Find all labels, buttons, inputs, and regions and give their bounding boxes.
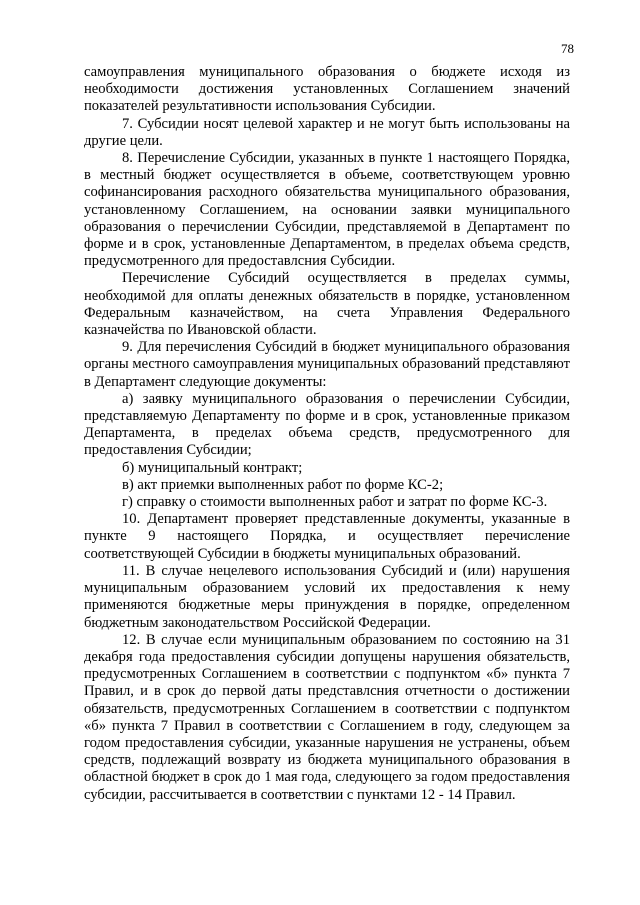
list-item-b: б) муниципальный контракт; [122,459,303,476]
paragraph-continuation: самоуправления муниципального образования о бюджете исходя из необходимости достижения установленных Соглашением значений показателей результативности использования Субсидии. [84,64,570,115]
paragraph-item-10: 10. Департамент проверяет представленные документы, указанные в пункте 9 настоящего Порядка, и осуществляет перечисление соответствующей Субсидии в бюджеты муниципальных образований. [84,511,570,562]
paragraph-item-8: 8. Перечисление Субсидии, указанных в пункте 1 настоящего Порядка, в местный бюджет осуществляется в объеме, соответствующем уровню софинансирования расходного обязательства муниципального образования, установленному Соглашением, на основании заявки муниципального образования о перечислении Субсидии, представляемой в Департамент по форме и в срок, установленные Департаментом, в пределах объема средств, предусмотренного для предоставлсния Субсидии. [84,150,570,270]
paragraph-item-11: 11. В случае нецелевого использования Субсидий и (или) нарушения муниципальным образованием условий их предоставления к нему применяются бюджетные меры принуждения в порядке, определенном бюджетным законодательством Российской Федерации. [84,562,570,631]
list-item-v: в) акт приемки выполненных работ по форме КС-2; [122,476,444,493]
document-body [84,64,570,804]
list-item-a: а) заявку муниципального образования о перечислении Субсидии, представляемую Департаменту по форме и в срок, установленные приказом Департамента, в пределах объема средств, предусмотренного для предоставления Субсидии; [84,390,570,459]
paragraph-item-9: 9. Для перечисления Субсидий в бюджет муниципального образования органы местного самоуправления муниципальных образований представляют в Департамент следующие документы: [84,339,570,390]
paragraph-item-12: 12. В случае если муниципальным образованием по состоянию на 31 декабря года предоставления субсидии допущены нарушения обязательств, предусмотренных Соглашением в соответствии с подпунктом «б» пункта 7 Правил, и в срок до первой даты представлсния отчетности о достижении обязательств, предусмотренных Соглашением в соответствии с подпунктом «б» пункта 7 Правил в соответствии с Соглашением в году, следующем за годом предоставления субсидии, указанные нарушения не устранены, объем средств, подлежащий возврату из бюджета муниципального образования в областной бюджет в срок до 1 мая года, следующего за годом предоставления субсидии, рассчитывается в соответствии с пунктами 12 - 14 Правил. [84,631,570,803]
paragraph-item-7: 7. Субсидии носят целевой характер и не могут быть использованы на другие цели. [84,115,570,149]
page-number: 78 [561,41,574,56]
paragraph-transfer-limits: Перечисление Субсидий осуществляется в пределах суммы, необходимой для оплаты денежных обязательств в порядке, установленном Федеральным казначейством, на счета Управления Федерального казначейства по Ивановской области. [84,270,570,339]
list-item-g: г) справку о стоимости выполненных работ и затрат по форме КС-3. [122,494,548,511]
